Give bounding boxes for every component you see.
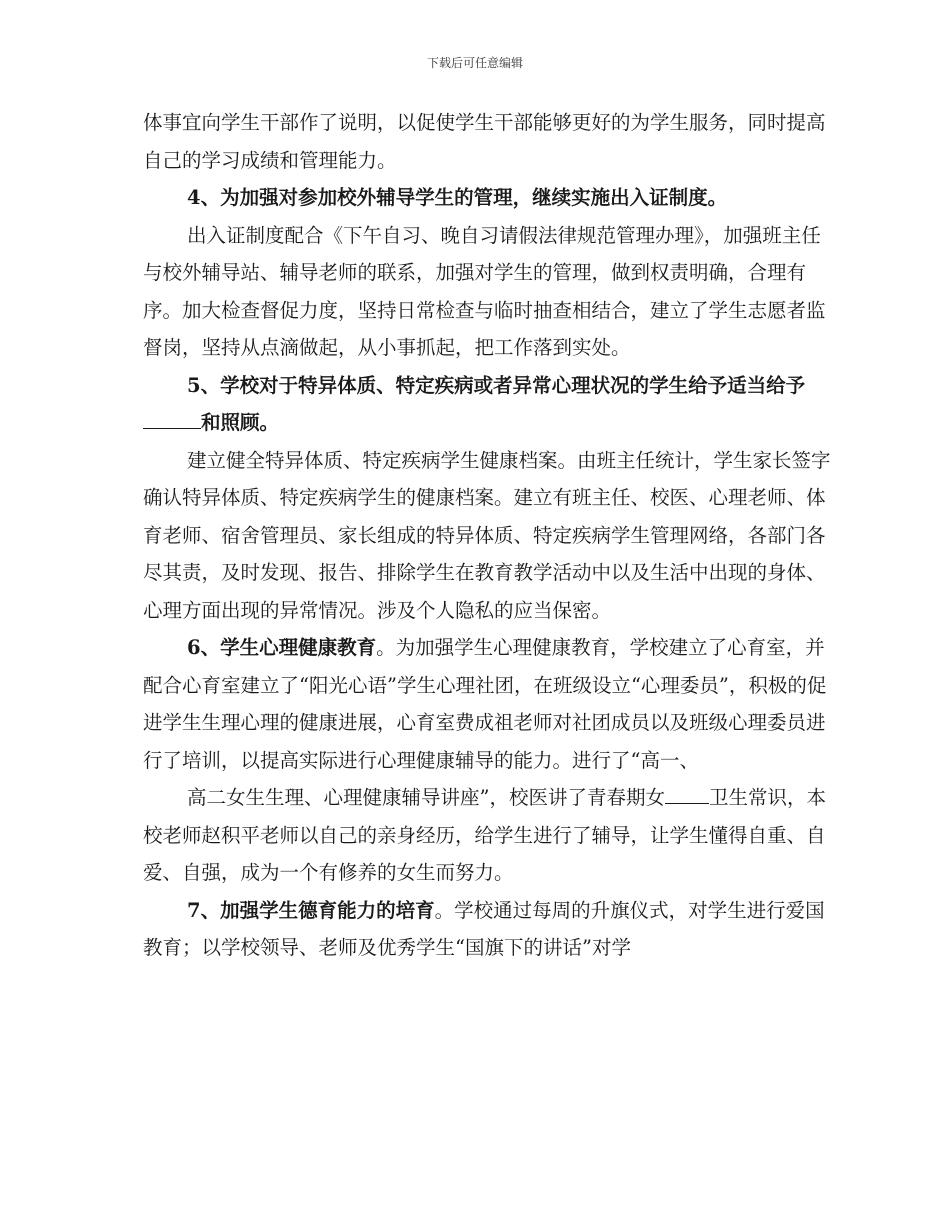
heading-5-text-end: 和照顾。 bbox=[201, 411, 280, 434]
heading-5-text-start: 5、学校对于特异体质、特定疾病或者异常心理状况的学生给予适当给予 bbox=[187, 373, 806, 397]
lecture-text-start: 高二女生生理、心理健康辅导讲座”，校医讲了青春期女 bbox=[187, 786, 665, 809]
section-paragraph-6 bbox=[143, 629, 833, 779]
document-body bbox=[143, 104, 833, 967]
paragraph-entry-pass: 出入证制度配合《下午自习、晚自习请假法律规范管理办理》，加强班主任与校外辅导站、辅导老师的联系，加强对学生的管理，做到权责明确，合理有序。加大检查督促力度，坚持日常检查与临时抽查相结合，建立了学生志愿者监督岗，坚持从点滴做起，从小事抓起，把工作落到实处。 bbox=[143, 223, 826, 359]
section-heading-5 bbox=[143, 367, 833, 442]
section-6-text: 。为加强学生心理健康教育，学校建立了心育室，并配合心育室建立了“阳光心语”学生心理社团，在班级设立“心理委员”，积极的促进学生生理心理的健康进展，心育室费成祖老师对社团成员以及班级心理委员进行了培训，以提高实际进行心理健康辅导的能力。进行了“高一、 bbox=[143, 636, 827, 772]
section-heading-7: 7、加强学生德育能力的培育 bbox=[187, 898, 435, 922]
section-7-text: 。学校通过每周的升旗仪式，对学生进行爱国教育；以学校领导、老师及优秀学生“国旗下的讲话”对学 bbox=[143, 898, 825, 959]
paragraph-lecture bbox=[143, 779, 833, 892]
lecture-text-end: 卫生常识，本校老师赵积平老师以自己的亲身经历，给学生进行了辅导，让学生懂得自重、自爱、自强，成为一个有修养的女生而努力。 bbox=[143, 786, 826, 884]
fill-blank bbox=[665, 781, 709, 804]
paragraph-continuation: 体事宜向学生干部作了说明，以促使学生干部能够更好的为学生服务，同时提高自己的学习成绩和管理能力。 bbox=[143, 111, 826, 172]
paragraph-health-records: 建立健全特异体质、特定疾病学生健康档案。由班主任统计，学生家长签字确认特异体质、特定疾病学生的健康档案。建立有班主任、校医、心理老师、体育老师、宿舍管理员、家长组成的特异体质、特定疾病学生管理网络，各部门各尽其责，及时发现、报告、排除学生在教育教学活动中以及生活中出现的身体、心理方面出现的异常情况。涉及个人隐私的应当保密。 bbox=[143, 448, 831, 622]
fill-blank bbox=[143, 406, 201, 429]
section-paragraph-7 bbox=[143, 892, 833, 967]
section-heading-6: 6、学生心理健康教育 bbox=[187, 636, 377, 659]
section-heading-4: 4、为加强对参加校外辅导学生的管理，继续实施出入证制度。 bbox=[187, 186, 728, 209]
page-header: 下载后可任意编辑 bbox=[426, 56, 523, 70]
